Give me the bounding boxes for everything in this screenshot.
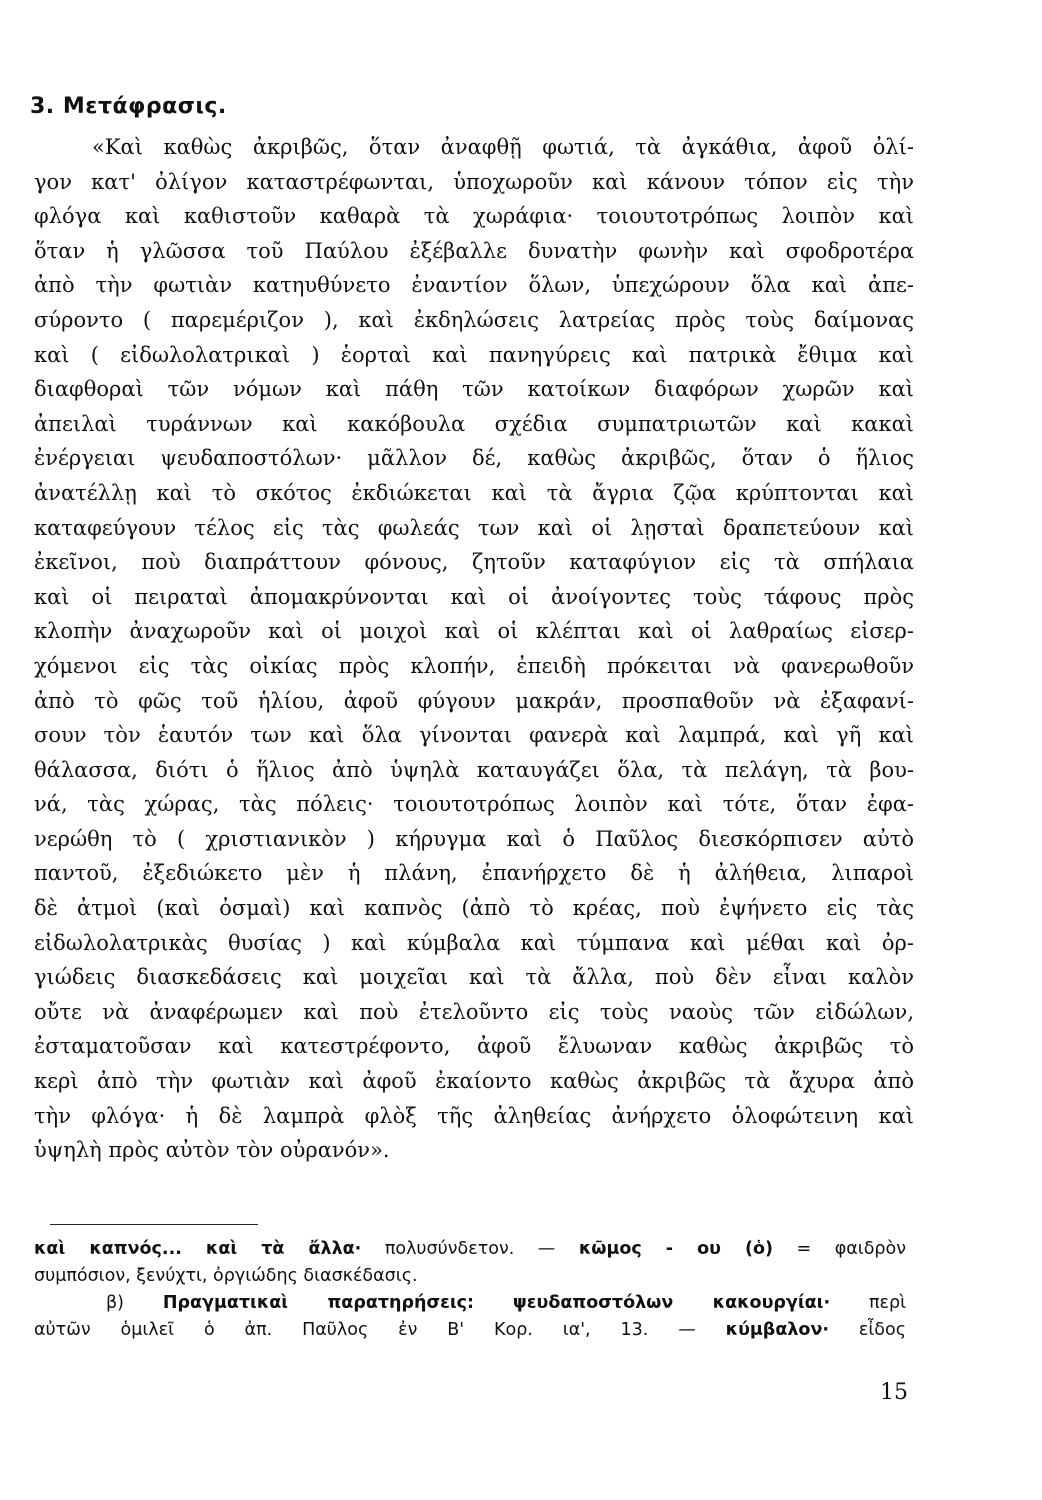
note-text (474, 1293, 513, 1313)
body-line: ἀνατέλλῃ καὶ τὸ σκότος ἐκδιώκεται καὶ τὰ ἄγρια ζῷα κρύπτονται καὶ (34, 480, 914, 505)
body-line: θάλασσα, διότι ὁ ἥλιος ἀπὸ ὑψηλὰ καταυγάζει ὅλα, τὰ πελάγη, τὰ βου- (34, 757, 914, 782)
note-keyword: Πραγματικαὶ παρατηρήσεις: (162, 1293, 475, 1313)
body-line: διαφθοραὶ τῶν νόμων καὶ πάθη τῶν κατοίκων διαφόρων χωρῶν καὶ (34, 377, 914, 402)
body-line: νερώθη τὸ ( χριστιανικὸν ) κήρυγμα καὶ ὁ Παῦλος διεσκόρπισεν αὐτὸ (34, 826, 914, 851)
body-line: ἐκεῖνοι, ποὺ διαπράττουν φόνους, ζητοῦν καταφύγιον εἰς τὰ σπήλαια (34, 550, 914, 575)
note-text: συμπόσιον, ξενύχτι, ὀργιώδης διασκέδασις. (34, 1266, 418, 1286)
note-text: β) (106, 1293, 163, 1313)
body-line: ὅταν ἡ γλῶσσα τοῦ Παύλου ἐξέβαλλε δυνατὴν φωνὴν καὶ σφοδροτέρα (34, 238, 914, 263)
note-keyword: ψευδαποστόλων κακουργίαι· (512, 1293, 831, 1313)
note-text: περὶ (830, 1293, 906, 1313)
body-line: χόμενοι εἰς τὰς οἰκίας πρὸς κλοπήν, ἐπειδὴ πρόκειται νὰ φανερωθοῦν (34, 653, 914, 678)
body-line: κλοπὴν ἀναχωροῦν καὶ οἱ μοιχοὶ καὶ οἱ κλέπται καὶ οἱ λαθραίως εἰσερ- (34, 619, 914, 644)
note-keyword: καὶ καπνός... καὶ τὰ ἄλλα· (34, 1239, 362, 1259)
body-line: «Καὶ καθὼς ἀκριβῶς, ὅταν ἀναφθῇ φωτιά, τὰ ἀγκάθια, ἀφοῦ ὀλί- (92, 135, 914, 159)
note-line (34, 1236, 906, 1263)
page-number: 15 (880, 1380, 908, 1405)
body-line: νά, τὰς χώρας, τὰς πόλεις· τοιουτοτρόπως λοιπὸν καὶ τότε, ὅταν ἐφα- (34, 792, 914, 817)
note-text: = φαιδρὸν (773, 1239, 906, 1259)
body-line: ἀπειλαὶ τυράννων καὶ κακόβουλα σχέδια συμπατριωτῶν καὶ κακαὶ (34, 411, 914, 436)
body-line: σουν τὸν ἑαυτόν των καὶ ὅλα γίνονται φανερὰ καὶ λαμπρά, καὶ γῆ καὶ (34, 723, 914, 748)
translation-body (34, 130, 914, 1168)
body-line: γον κατ' ὀλίγον καταστρέφωνται, ὑποχωροῦν καὶ κάνουν τόπον εἰς τὴν (34, 169, 914, 194)
body-line: ἀπὸ τὸ φῶς τοῦ ἡλίου, ἀφοῦ φύγουν μακράν, προσπαθοῦν νὰ ἐξαφανί- (34, 688, 914, 713)
body-line: εἰδωλολατρικὰς θυσίας ) καὶ κύμβαλα καὶ τύμπανα καὶ μέθαι καὶ ὀρ- (34, 930, 914, 955)
footnote-divider (50, 1224, 258, 1225)
body-line: ὑψηλὴ πρὸς αὐτὸν τὸν οὐρανόν». (34, 1138, 390, 1163)
body-line: τὴν φλόγα· ἡ δὲ λαμπρὰ φλὸξ τῆς ἀληθείας ἀνήρχετο ὁλοφώτεινη καὶ (34, 1103, 914, 1128)
body-line: καὶ ( εἰδωλολατρικαὶ ) ἑορταὶ καὶ πανηγύρεις καὶ πατρικὰ ἔθιμα καὶ (34, 342, 914, 367)
body-line: φλόγα καὶ καθιστοῦν καθαρὰ τὰ χωράφια· τοιουτοτρόπως λοιπὸν καὶ (34, 204, 914, 229)
body-line: καὶ οἱ πειραταὶ ἀπομακρύνονται καὶ οἱ ἀνοίγοντες τοὺς τάφους πρὸς (34, 584, 914, 609)
body-line: κερὶ ἀπὸ τὴν φωτιὰν καὶ ἀφοῦ ἐκαίοντο καθὼς ἀκριβῶς τὰ ἄχυρα ἀπὸ (34, 1069, 914, 1094)
note-keyword: κύμβαλον· (725, 1320, 830, 1340)
note-line (34, 1317, 906, 1344)
note-line (34, 1290, 906, 1317)
note-keyword: κῶμος - ου (ὁ) (578, 1239, 773, 1259)
body-line: καταφεύγουν τέλος εἰς τὰς φωλεάς των καὶ οἱ λῃσταὶ δραπετεύουν καὶ (34, 515, 914, 540)
section-heading: 3. Μετάφρασις. (30, 94, 227, 119)
footnotes (34, 1236, 906, 1344)
body-line: παντοῦ, ἐξεδιώκετο μὲν ἡ πλάνη, ἐπανήρχετο δὲ ἡ ἀλήθεια, λιπαροὶ (34, 861, 914, 886)
body-line: γιώδεις διασκεδάσεις καὶ μοιχεῖαι καὶ τὰ ἄλλα, ποὺ δὲν εἶναι καλὸν (34, 965, 914, 990)
body-line: ἀπὸ τὴν φωτιὰν κατηυθύνετο ἐναντίον ὅλων, ὑπεχώρουν ὅλα καὶ ἀπε- (34, 273, 914, 298)
note-text: εἶδος (829, 1320, 906, 1340)
body-line: σύροντο ( παρεμέριζον ), καὶ ἐκδηλώσεις λατρείας πρὸς τοὺς δαίμονας (34, 307, 914, 332)
note-text: πολυσύνδετον. — (361, 1239, 579, 1259)
body-line: ἐσταματοῦσαν καὶ κατεστρέφοντο, ἀφοῦ ἔλυωναν καθὼς ἀκριβῶς τὸ (34, 1034, 914, 1059)
body-line: οὔτε νὰ ἀναφέρωμεν καὶ ποὺ ἐτελοῦντο εἰς τοὺς ναοὺς τῶν εἰδώλων, (34, 999, 914, 1024)
note-text: αὐτῶν ὁμιλεῖ ὁ ἀπ. Παῦλος ἐν Β' Κορ. ια', 13. — (34, 1320, 726, 1340)
body-line: ἐνέργειαι ψευδαποστόλων· μᾶλλον δέ, καθὼς ἀκριβῶς, ὅταν ὁ ἥλιος (34, 446, 914, 471)
note-line (34, 1263, 906, 1290)
body-line: δὲ ἀτμοὶ (καὶ ὀσμαὶ) καὶ καπνὸς (ἀπὸ τὸ κρέας, ποὺ ἐψήνετο εἰς τὰς (34, 896, 914, 921)
